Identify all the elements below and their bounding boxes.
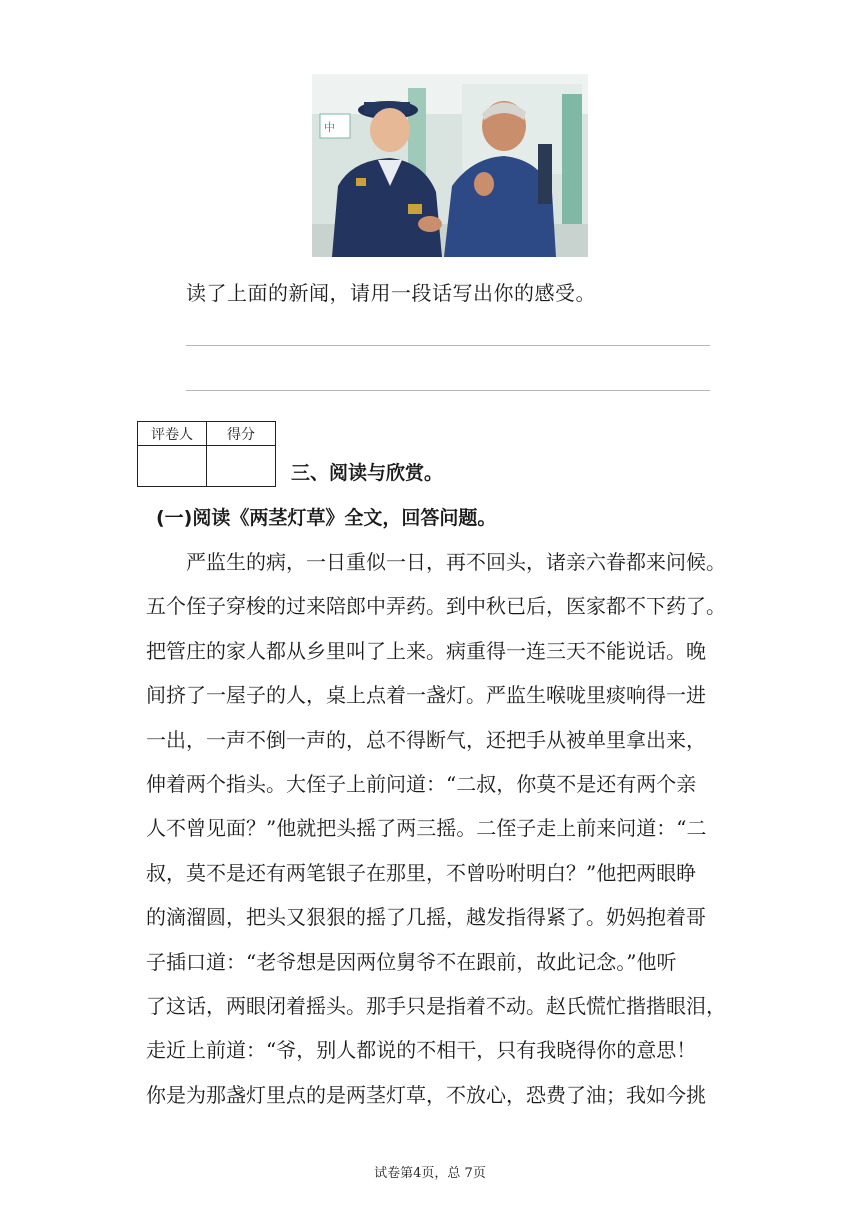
score-table-body xyxy=(138,446,276,487)
answer-line-1[interactable] xyxy=(186,345,710,346)
grader-header: 评卷人 xyxy=(138,422,207,446)
passage-line: 严监生的病，一日重似一日，再不回头，诸亲六眷都来问候。 xyxy=(146,550,726,574)
passage-line: 子插口道：“老爷想是因两位舅爷不在跟前，故此记念。”他听 xyxy=(146,949,677,974)
score-table-header xyxy=(138,422,276,446)
passage-line: 你是为那盏灯里点的是两茎灯草，不放心，恐费了油；我如今挑 xyxy=(146,1082,706,1107)
passage-line: 叔，莫不是还有两笔银子在那里，不曾吩咐明白？”他把两眼睁 xyxy=(146,860,697,885)
passage-line: 间挤了一屋子的人，桌上点着一盏灯。严监生喉咙里痰响得一进 xyxy=(146,683,706,708)
reading-passage xyxy=(146,540,726,1117)
passage-line: 伸着两个指头。大侄子上前问道：“二叔，你莫不是还有两个亲 xyxy=(146,771,697,796)
grader-cell[interactable] xyxy=(138,446,207,487)
passage-line: 把管庄的家人都从乡里叫了上来。病重得一连三天不能说话。晚 xyxy=(146,638,706,663)
passage-line: 一出，一声不倒一声的，总不得断气，还把手从被单里拿出来， xyxy=(146,727,706,752)
passage-line: 走近上前道：“爷，别人都说的不相干，只有我晓得你的意思！ xyxy=(146,1038,697,1063)
passage-line: 了这话，两眼闭着摇头。那手只是指着不动。赵氏慌忙揩揩眼泪， xyxy=(146,993,726,1018)
score-cell[interactable] xyxy=(207,446,276,487)
passage-line: 的滴溜圆，把头又狠狠的摇了几摇，越发指得紧了。奶妈抱着哥 xyxy=(146,905,706,930)
section-title: 三、阅读与欣赏。 xyxy=(291,462,444,484)
score-table xyxy=(137,421,276,487)
score-header: 得分 xyxy=(207,422,276,446)
sub-title: (一)阅读《两茎灯草》全文，回答问题。 xyxy=(156,507,497,529)
news-photo xyxy=(312,74,588,257)
writing-prompt: 读了上面的新闻，请用一段话写出你的感受。 xyxy=(186,281,596,305)
passage-line: 人不曾见面？”他就把头摇了两三摇。二侄子走上前来问道：“二 xyxy=(146,816,707,841)
news-photo-illustration xyxy=(312,74,588,257)
answer-line-2[interactable] xyxy=(186,390,710,391)
page-footer: 试卷第4页，总 7页 xyxy=(374,1166,486,1181)
sign-text: 中 xyxy=(324,121,335,134)
passage-line: 五个侄子穿梭的过来陪郎中弄药。到中秋已后，医家都不下药了。 xyxy=(146,594,726,619)
